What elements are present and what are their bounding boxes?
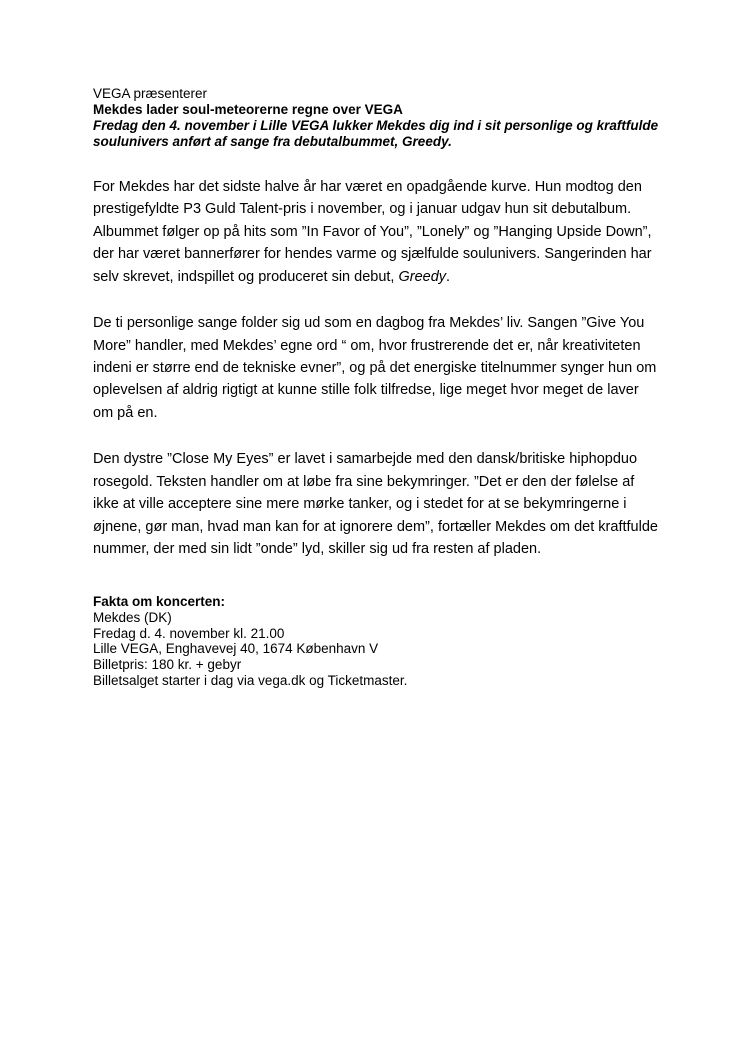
document-title: Mekdes lader soul-meteorerne regne over VEGA: [93, 101, 403, 117]
press-release-header: [93, 86, 659, 150]
facts-line-tickets: Billetsalget starter i dag via vega.dk og Ticketmaster.: [93, 673, 408, 689]
document-subtitle: Fredag den 4. november i Lille VEGA lukker Mekdes dig ind i sit personlige og kraftfulde soulunivers anført af sange fra debutalbummet, Greedy.: [93, 117, 659, 149]
paragraph-1-text: For Mekdes har det sidste halve år har været en opadgående kurve. Hun modtog den prestigefyldte P3 Guld Talent-pris i november, og i januar udgav hun sit debutalbum. Albummet følger op på hits som ”In Favor of You”, ”Lonely” og ”Hanging Upside Down”, der har været bannerfører for hendes varme og sjælfulde soulunivers. Sangerinden har selv skrevet, indspillet og produceret sin debut,: [93, 178, 652, 285]
facts-section: [93, 594, 659, 690]
paragraph-3: [93, 448, 659, 560]
facts-line-venue: Lille VEGA, Enghavevej 40, 1674 København V: [93, 641, 379, 657]
facts-line-artist: Mekdes (DK): [93, 609, 172, 625]
paragraph-1: [93, 176, 659, 288]
paragraph-1-album-title: Greedy: [398, 268, 447, 285]
paragraph-1-period: .: [446, 268, 451, 285]
facts-heading: Fakta om koncerten:: [93, 593, 226, 609]
paragraph-3-text: Den dystre ”Close My Eyes” er lavet i samarbejde med den dansk/britiske hiphopduo rosegold. Teksten handler om at løbe fra sine bekymringer. ”Det er den der følelse af ikke at ville acceptere sine mere mørke tanker, og i stedet for at se bekymringerne i øjnene, gør man, hvad man kan for at ignorere dem”, fortæller Mekdes om det kraftfulde nummer, der med sin lidt ”onde” lyd, skiller sig ud fra resten af pladen.: [93, 451, 658, 558]
presenter-line: VEGA præsenterer: [93, 86, 208, 101]
paragraph-2-text: De ti personlige sange folder sig ud som en dagbog fra Mekdes’ liv. Sangen ”Give You More” handler, med Mekdes’ egne ord “ om, hvor frustrerende det er, når kreativiteten indeni er større end de tekniske evner”, og på det energiske titelnummer synger hun om oplevelsen af aldrig rigtigt at kunne stille folk tilfredse, lige meget hvor meget de laver om på en.: [93, 315, 657, 421]
facts-line-date: Fredag d. 4. november kl. 21.00: [93, 625, 285, 641]
document-content: [93, 86, 659, 689]
paragraph-2: [93, 312, 659, 424]
facts-line-price: Billetpris: 180 kr. + gebyr: [93, 657, 242, 673]
